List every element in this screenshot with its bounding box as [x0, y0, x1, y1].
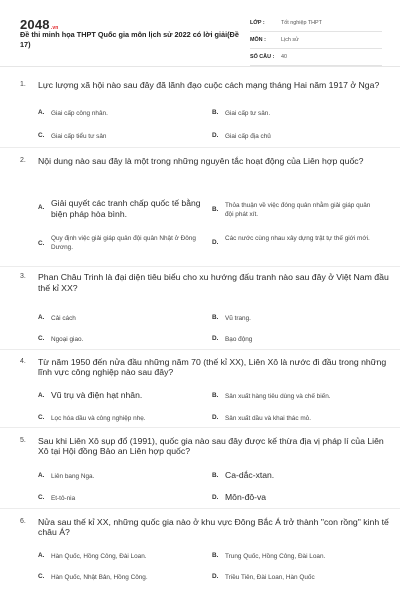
question-number: 4.	[20, 358, 26, 365]
option-c[interactable]	[38, 132, 206, 141]
option-text: Sản xuất hàng tiêu dùng và chế biến.	[225, 393, 331, 400]
option-letter: D.	[212, 494, 219, 501]
question-number: 5.	[20, 437, 26, 444]
option-b[interactable]	[212, 470, 380, 481]
option-b[interactable]	[212, 392, 380, 401]
option-c[interactable]	[38, 573, 210, 582]
option-letter: C.	[38, 335, 45, 342]
option-text: Lọc hóa dầu và công nghiệp nhẹ.	[51, 415, 146, 422]
question-text: Từ năm 1950 đến nửa đầu những năm 70 (thế kỉ XX), Liên Xô là nước đi đầu trong những lĩnh vực công nghiệp nào sau đây?	[38, 357, 387, 377]
question-divider	[0, 147, 400, 148]
info-value: 40	[281, 54, 287, 60]
option-d[interactable]	[212, 335, 380, 344]
question-text: Nửa sau thế kỉ XX, những quốc gia nào ở khu vực Đông Bắc Á trở thành "con rồng" kinh tế châu Á?	[38, 517, 389, 537]
option-letter: C.	[38, 494, 45, 501]
option-b[interactable]	[212, 552, 384, 561]
question-divider	[0, 508, 400, 509]
option-text: Giai cấp tư sản.	[225, 110, 271, 117]
option-letter: A.	[38, 552, 45, 559]
exam-title: Đề thi minh họa THPT Quốc gia môn lịch sử 2022 có lời giải(Đề 17)	[20, 30, 239, 49]
question-divider	[0, 266, 400, 267]
option-text: Các nước cùng nhau xây dựng trật tự thế giới mới.	[225, 235, 370, 242]
option-a[interactable]	[38, 390, 206, 401]
question-text: Sau khi Liên Xô sụp đổ (1991), quốc gia nào sau đây được kế thừa địa vị pháp lí của Liên Xô tại Hội đồng Bảo an Liên hợp quốc?	[38, 436, 384, 456]
option-text: Et-tô-nia	[51, 495, 76, 502]
question-number: 1.	[20, 81, 26, 88]
option-letter: C.	[38, 132, 45, 139]
question-text: Nội dung nào sau đây là một trong những nguyên tắc hoạt động của Liên hợp quốc?	[38, 156, 364, 166]
question-number: 2.	[20, 157, 26, 164]
option-c[interactable]	[38, 335, 206, 344]
option-d[interactable]	[212, 132, 380, 141]
option-text: Vũ trụ và điện hạt nhân.	[51, 390, 143, 400]
option-letter: A.	[38, 109, 45, 116]
option-text: Giai cấp công nhân.	[51, 110, 108, 117]
option-letter: B.	[212, 552, 219, 559]
option-d[interactable]	[212, 414, 380, 423]
exam-info-table	[250, 15, 382, 66]
option-a[interactable]	[38, 198, 204, 220]
option-letter: D.	[212, 239, 219, 246]
option-text: Vũ trang.	[225, 315, 251, 322]
info-row-class	[250, 15, 382, 32]
option-text: Môn-đô-va	[225, 492, 267, 502]
option-d[interactable]	[212, 573, 384, 582]
option-letter: D.	[212, 335, 219, 342]
option-c[interactable]	[38, 234, 210, 252]
option-letter: B.	[212, 314, 219, 321]
option-letter: A.	[38, 392, 45, 399]
question-text: Lực lượng xã hội nào sau đây đã lãnh đạo cuộc cách mạng tháng Hai năm 1917 ở Nga?	[38, 80, 380, 90]
option-text: Ngoại giao.	[51, 336, 84, 343]
option-text: Trung Quốc, Hồng Công, Đài Loan.	[225, 553, 326, 560]
logo-suffix: .vn	[50, 25, 59, 31]
option-letter: D.	[212, 414, 219, 421]
info-label: SỐ CÂU :	[250, 54, 275, 60]
option-a[interactable]	[38, 109, 206, 118]
option-a[interactable]	[38, 314, 206, 323]
question-number: 6.	[20, 518, 26, 525]
info-row-subject	[250, 32, 382, 49]
option-letter: C.	[38, 573, 45, 580]
option-d[interactable]	[212, 492, 380, 503]
option-c[interactable]	[38, 414, 206, 423]
option-letter: A.	[38, 204, 45, 211]
option-c[interactable]	[38, 494, 206, 503]
option-letter: B.	[212, 472, 219, 479]
option-text: Hàn Quốc, Nhật Bản, Hồng Công.	[51, 574, 148, 581]
option-letter: B.	[212, 206, 219, 213]
option-letter: C.	[38, 240, 45, 247]
option-a[interactable]	[38, 472, 206, 481]
question-text: Phan Châu Trinh là đại diện tiêu biểu cho xu hướng đấu tranh nào sau đây ở Việt Nam đầu thế kỉ XX?	[38, 272, 389, 294]
info-row-count	[250, 49, 382, 66]
option-letter: A.	[38, 472, 45, 479]
option-d[interactable]	[212, 234, 376, 246]
option-text: Ca-dắc-xtan.	[225, 470, 275, 480]
option-text: Giai cấp tiểu tư sản	[51, 133, 107, 140]
option-letter: D.	[212, 132, 219, 139]
option-b[interactable]	[212, 109, 380, 118]
option-text: Bạo động	[225, 336, 253, 343]
info-label: MÔN :	[250, 37, 266, 43]
option-b[interactable]	[212, 201, 372, 219]
option-letter: A.	[38, 314, 45, 321]
option-letter: B.	[212, 392, 219, 399]
question-number: 3.	[20, 273, 26, 280]
option-text: Giai cấp địa chủ	[225, 133, 271, 140]
option-text: Quy định việc giải giáp quân đội quân Nhật ở Đông Dương.	[51, 235, 196, 251]
option-text: Liên bang Nga.	[51, 473, 95, 480]
option-b[interactable]	[212, 314, 380, 323]
info-label: LỚP :	[250, 20, 265, 26]
option-text: Giải quyết các tranh chấp quốc tế bằng biện pháp hòa bình.	[51, 198, 201, 219]
option-letter: B.	[212, 109, 219, 116]
question-divider	[0, 349, 400, 350]
option-text: Hàn Quốc, Hồng Công, Đài Loan.	[51, 553, 147, 560]
option-text: Triều Tiên, Đài Loan, Hàn Quốc	[225, 574, 315, 581]
option-letter: D.	[212, 573, 219, 580]
exam-header	[0, 0, 400, 66]
option-text: Cải cách	[51, 315, 76, 322]
option-text: Sản xuất dầu và khai thác mỏ.	[225, 415, 311, 422]
option-text: Thỏa thuận về việc đóng quân nhằm giải giáp quân đội phát xít.	[225, 202, 371, 218]
logo-main: 2048	[20, 17, 50, 32]
info-value: Lịch sử	[281, 37, 299, 43]
info-value: Tốt nghiệp THPT	[281, 20, 322, 26]
option-a[interactable]	[38, 552, 210, 561]
option-letter: C.	[38, 414, 45, 421]
header-divider	[0, 66, 400, 67]
question-divider	[0, 427, 400, 428]
